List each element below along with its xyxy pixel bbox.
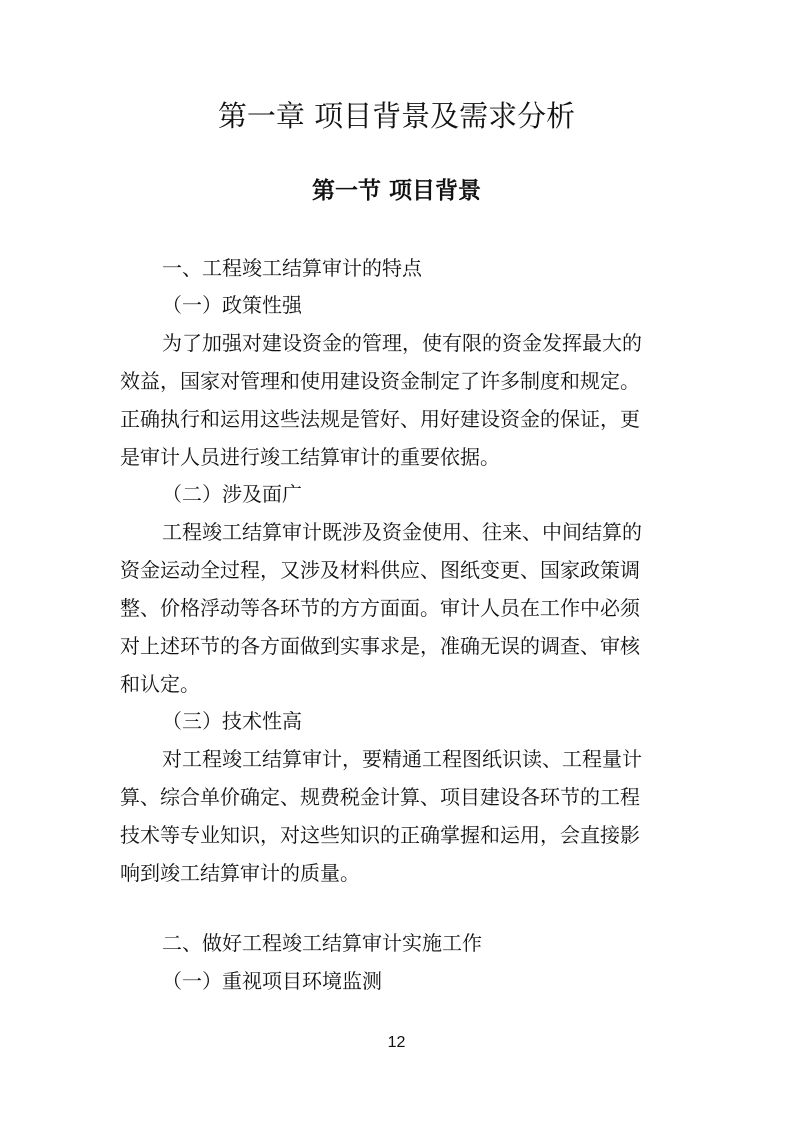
subheading-environment: （一）重视项目环境监测: [162, 969, 382, 993]
chapter-title: 第一章 项目背景及需求分析: [217, 99, 576, 133]
paragraph-line: 效益，国家对管理和使用建设资金制定了许多制度和规定。: [120, 369, 640, 393]
heading-characteristics: 一、工程竣工结算审计的特点: [162, 256, 422, 280]
paragraph-line: 正确执行和运用这些法规是管好、用好建设资金的保证，更: [120, 407, 640, 431]
heading-implementation: 二、做好工程竣工结算审计实施工作: [162, 931, 482, 955]
subheading-policy: （一）政策性强: [162, 293, 302, 317]
paragraph-line: 和认定。: [120, 672, 200, 696]
subheading-scope: （二）涉及面广: [162, 482, 302, 506]
paragraph-line: 资金运动全过程，又涉及材料供应、图纸变更、国家政策调: [120, 558, 640, 582]
paragraph-line: 响到竣工结算审计的质量。: [120, 861, 360, 885]
paragraph-line: 对上述环节的各方面做到实事求是，准确无误的调查、审核: [120, 634, 640, 658]
paragraph-line: 算、综合单价确定、规费税金计算、项目建设各环节的工程: [120, 785, 640, 809]
page-number: 12: [387, 1034, 406, 1051]
paragraph-line: 技术等专业知识，对这些知识的正确掌握和运用，会直接影: [120, 823, 640, 847]
subheading-technical: （三）技术性高: [162, 709, 302, 733]
paragraph-line: 是审计人员进行竣工结算审计的重要依据。: [120, 445, 500, 469]
paragraph-line: 整、价格浮动等各环节的方方面面。审计人员在工作中必须: [120, 596, 640, 620]
paragraph-line: 为了加强对建设资金的管理，使有限的资金发挥最大的: [162, 331, 642, 355]
section-title: 第一节 项目背景: [311, 178, 481, 204]
paragraph-line: 工程竣工结算审计既涉及资金使用、往来、中间结算的: [162, 520, 642, 544]
paragraph-line: 对工程竣工结算审计，要精通工程图纸识读、工程量计: [162, 747, 642, 771]
